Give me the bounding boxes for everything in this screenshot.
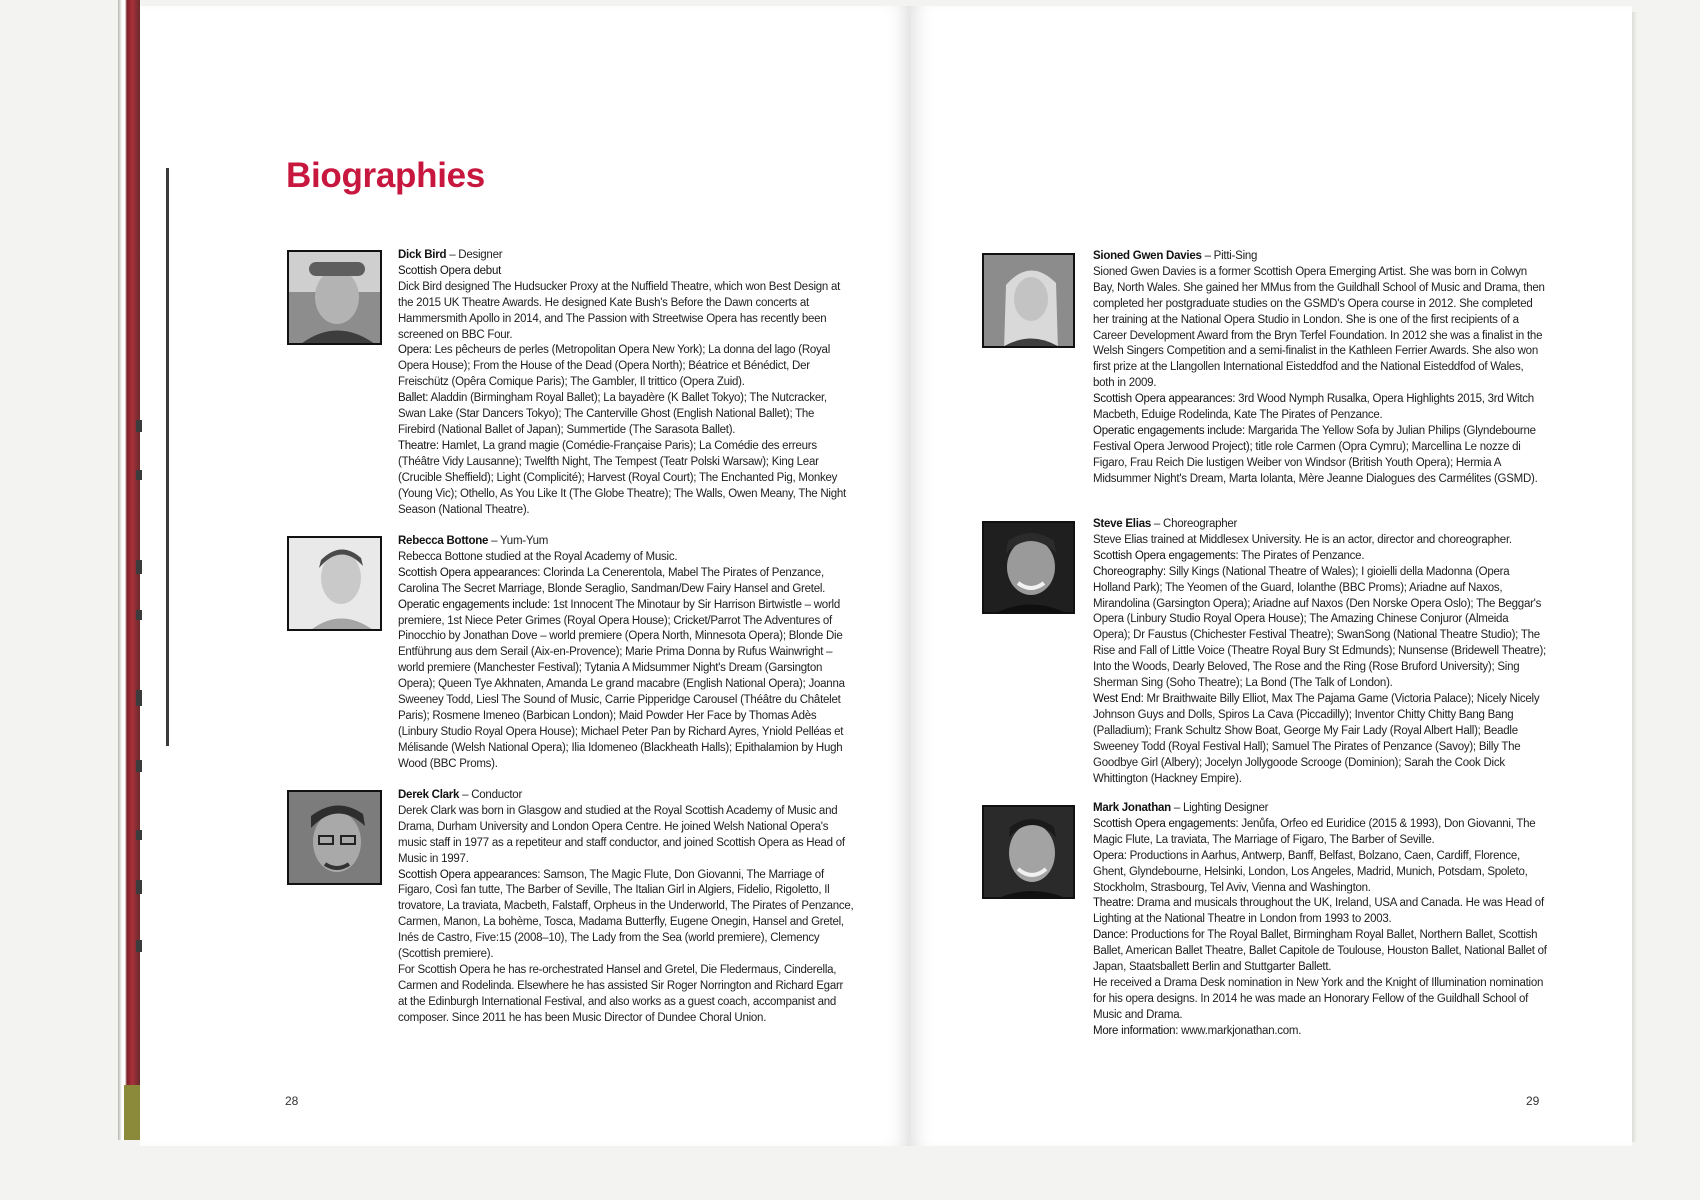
bio-dance-credits: Productions for The Royal Ballet, Birmingham Royal Ballet, Northern Ballet, Scottish Ballet, American Ballet Theatre, Ballet Capitole de Toulouse, Houston Ballet, National Ballet of Japan, Staatsballett Berlin and Stuttgarter Ballett. bbox=[1093, 929, 1547, 974]
bio-theatre-credits: Drama and musicals throughout the UK, Ireland, USA and Canada. He was Head of Lighting at the National Theatre in London from 1993 to 2003. bbox=[1093, 897, 1544, 926]
bio-summary: Sioned Gwen Davies is a former Scottish Opera Emerging Artist. She was born in Colwyn Bay, North Wales. She gained her MMus from the Guildhall School of Music and Drama, then completed her postgraduate studies on the GSMD's Opera course in 2012. She completed her training at the National Opera Studio in London. She is one of the first recipients of a Career Development Award from the Bryn Terfel Foundation. In 2012 she was a finalist in the Welsh Singers Competition and a semi-finalist in the Kathleen Ferrier Awards. She also won first prize at the Llangollen International Eisteddfod and the National Eisteddfod of Wales, both in 2009. bbox=[1093, 265, 1545, 390]
website-link[interactable]: www.markjonathan.com. bbox=[1178, 1024, 1302, 1037]
bio-summary: Rebecca Bottone studied at the Royal Academy of Music. bbox=[398, 550, 678, 563]
section-label-west-end: West End: bbox=[1093, 692, 1144, 705]
bio-name: Rebecca Bottone bbox=[398, 535, 489, 547]
bio-role: – Lighting Designer bbox=[1170, 802, 1269, 814]
portrait-steve-elias-image bbox=[984, 523, 1075, 614]
bio-scottish-opera-credits: Samson, The Magic Flute, Don Giovanni, The Marriage of Figaro, Così fan tutte, The Barber of Seville, The Italian Girl in Algiers, Fidelio, Rigoletto, Il trovatore, La traviata, Macbeth, Falstaff, Orpheus in the Underworld, The Pirates of Penzance, Carmen, Manon, La bohème, Tosca, Madama Butterfly, Eugene Onegin, Hansel and Gretel, Inés de Castro, Five:15 (2008–10), The Lady from the Sea (world premiere), Clemency (Scottish premiere). bbox=[398, 868, 854, 961]
bio-additional-notes: For Scottish Opera he has re-orchestrated Hansel and Gretel, Die Fledermaus, Cinderella, Carmen and Rodelinda. Elsewhere he has assisted Sir Roger Norrington and Richard Egarr at the Edinburgh International Festival, and also works as a guest coach, accompanist and composer. Since 2011 he has been Music Director of Dundee Choral Union. bbox=[398, 963, 844, 1024]
page-edge-ticks bbox=[136, 0, 142, 1140]
portrait-dick-bird-image bbox=[289, 252, 382, 345]
section-label-operatic-engagements: Operatic engagements include: bbox=[398, 598, 550, 611]
section-label-dance: Dance: bbox=[1093, 929, 1128, 942]
section-label-scottish-opera: Scottish Opera engagements: bbox=[1093, 817, 1239, 830]
section-label-scottish-opera: Scottish Opera appearances: bbox=[398, 868, 541, 881]
section-label-more-information: More information: bbox=[1093, 1024, 1179, 1037]
bio-ballet-credits: Aladdin (Birmingham Royal Ballet); La bayadère (K Ballet Tokyo); The Nutcracker, Swan Lake (Star Dancers Tokyo); The Canterville Ghost (English National Ballet); The Firebird (National Ballet of Japan); Summertide (The Sarasota Ballet). bbox=[398, 392, 827, 436]
section-label-ballet: Ballet: bbox=[398, 392, 429, 405]
section-label-theatre: Theatre: bbox=[398, 439, 439, 452]
portrait-rebecca-bottone-image bbox=[289, 538, 382, 631]
bio-summary: Steve Elias trained at Middlesex University. He is an actor, director and choreographer. bbox=[1093, 533, 1512, 546]
portrait-photo bbox=[982, 253, 1075, 348]
portrait-mark-jonathan-image bbox=[984, 807, 1075, 899]
page-number-left: 28 bbox=[285, 1094, 299, 1108]
bio-west-end-credits: Mr Braithwaite Billy Elliot, Max The Pajama Game (Victoria Palace); Nicely Nicely Johnson Guys and Dolls, Spiros La Cava (Piccadilly); Inventor Chitty Chitty Bang Bang (Palladium); Frank Schultz Show Boat, George My Fair Lady (Royal Albert Hall); Beadle Sweeney Todd (Royal Festival Hall); Samuel The Pirates of Penzance (Savoy); Billy The Goodbye Girl (Albery); Jocelyn Jollygoode Scrooge (Dominion); Sarah the Cook Dick Whittington (Hackney Empire). bbox=[1093, 692, 1540, 785]
bio-role: – Choreographer bbox=[1150, 518, 1238, 530]
bio-role: – Designer bbox=[446, 249, 503, 261]
bio-choreography-credits: Silly Kings (National Theatre of Wales); I gioielli della Madonna (Opera Holland Park); The Yeomen of the Guard, Iolanthe (BBC Proms); Ariadne auf Naxos, Mirandolina (Garsington Opera); Ariadne auf Naxos (Den Norske Opera Oslo); The Beggar's Opera (Linbury Studio Royal Opera House); The Amazing Chinese Conjuror (Almeida Opera); Dr Faustus (Chichester Festival Theatre); SwanSong (National Theatre Studio); The Rise and Fall of Little Voice (Theatre Royal Bury St Edmunds); Nunsense (Bridewell Theatre); Into the Woods, Dearly Beloved, The Rose and the Ring (Rose Bruford University); Sing Sherman Sing (Soho Theatre); La Bond (The Talk of London). bbox=[1093, 565, 1546, 690]
bio-role: – Conductor bbox=[459, 789, 523, 801]
section-label-operatic-engagements: Operatic engagements include: bbox=[1093, 424, 1245, 437]
bio-theatre-credits: Hamlet, La grand magie (Comédie-Française Paris); La Comédie des erreurs (Théâtre Vidy Lausanne); Twelfth Night, The Tempest (Teatr Polski Warsaw); King Lear (Crucible Sheffield); Light (Complicité); Harvest (Royal Court); The Enchanted Pig, Monkey (Young Vic); Othello, As You Like It (The Globe Theatre); The Walls, Owen Meany, The Night Season (National Theatre). bbox=[398, 439, 846, 516]
bio-scottish-opera-credits: Clorinda La Cenerentola, Mabel The Pirates of Penzance, Carolina The Secret Marriage, Blonde Seraglio, Sandman/Dew Fairy Hansel and Gretel. bbox=[398, 566, 826, 595]
bio-name: Derek Clark bbox=[398, 789, 460, 801]
bio-scottish-opera-credits: Jenůfa, Orfeo ed Euridice (2015 & 1993), Don Giovanni, The Magic Flute, La traviata, The Marriage of Figaro, The Barber of Seville. bbox=[1093, 817, 1536, 846]
section-label-scottish-opera: Scottish Opera engagements: bbox=[1093, 549, 1239, 562]
left-margin-rule bbox=[166, 168, 169, 746]
bio-name: Mark Jonathan bbox=[1093, 802, 1171, 814]
bio-name: Dick Bird bbox=[398, 249, 447, 261]
section-label-scottish-opera: Scottish Opera appearances: bbox=[398, 566, 541, 579]
section-label-scottish-opera: Scottish Opera appearances: bbox=[1093, 393, 1236, 406]
bio-name: Sioned Gwen Davies bbox=[1093, 250, 1202, 262]
bio-opera-credits: Productions in Aarhus, Antwerp, Banff, Belfast, Bolzano, Caen, Cardiff, Florence, Ghent, Glyndebourne, Helsinki, London, Los Angeles, Madrid, Munich, Potsdam, Spoleto, Stockholm, Strasbourg, Tel Aviv, Vienna and Washington. bbox=[1093, 849, 1528, 894]
bio-debut-note: Scottish Opera debut bbox=[398, 264, 502, 277]
portrait-photo bbox=[287, 536, 382, 631]
bio-additional-notes: He received a Drama Desk nomination in New York and the Knight of Illumination nomination for his opera designs. In 2014 he was made an Honorary Fellow of the Guildhall School of Music and Drama. bbox=[1093, 976, 1544, 1021]
bio-operatic-credits: Margarida The Yellow Sofa by Julian Philips (Glyndebourne Festival Opera Jerwood Project); title role Carmen (Opra Cymru); Marcellina Le nozze di Figaro, Frau Reich Die lustigen Weiber von Windsor (British Youth Opera); Hermia A Midsummer Night's Dream, Marta Iolanta, Mère Jeanne Dialogues des Carmélites (GSMD). bbox=[1093, 424, 1538, 485]
right-page-edge bbox=[1632, 12, 1638, 1142]
bio-role: – Pitti-Sing bbox=[1201, 250, 1258, 262]
section-label-opera: Opera: bbox=[1093, 849, 1127, 862]
bio-name: Steve Elias bbox=[1093, 518, 1151, 530]
bio-opera-credits: Les pêcheurs de perles (Metropolitan Opera New York); La donna del lago (Royal Opera House); From the House of the Dead (Opera North); Béatrice et Bénédict, Der Freischütz (Opêra Comique Paris); The Gambler, Il trittico (Opera Zuid). bbox=[398, 344, 830, 389]
portrait-photo bbox=[287, 790, 382, 885]
bio-summary: Derek Clark was born in Glasgow and studied at the Royal Scottish Academy of Music and Drama, Durham University and London Opera Centre. He joined Welsh National Opera's music staff in 1977 as a repetiteur and staff conductor, and joined Scottish Opera as Head of Music in 1997. bbox=[398, 804, 845, 865]
bio-scottish-opera-credits: 3rd Wood Nymph Rusalka, Opera Highlights 2015, 3rd Witch Macbeth, Eduige Rodelinda, Kate The Pirates of Penzance. bbox=[1093, 393, 1534, 422]
page-number-right: 29 bbox=[1526, 1094, 1540, 1108]
portrait-sioned-gwen-davies-image bbox=[984, 255, 1075, 348]
section-label-opera: Opera: bbox=[398, 344, 432, 357]
bio-scottish-opera-credits: The Pirates of Penzance. bbox=[1238, 549, 1365, 562]
section-label-theatre: Theatre: bbox=[1093, 897, 1134, 910]
bio-summary: Dick Bird designed The Hudsucker Proxy at the Nuffield Theatre, which won Best Design at the 2015 UK Theatre Awards. He designed Kate Bush's Before the Dawn concerts at Hammersmith Apollo in 2014, and The Passion with Streetwise Opera has recently been screened on BBC Four. bbox=[398, 280, 841, 341]
section-label-choreography: Choreography: bbox=[1093, 565, 1166, 578]
portrait-derek-clark-image bbox=[289, 792, 382, 885]
portrait-photo bbox=[287, 250, 382, 345]
bio-operatic-credits: 1st Innocent The Minotaur by Sir Harrison Birtwistle – world premiere, 1st Niece Peter Grimes (Royal Opera House); Cricket/Parrot The Adventures of Pinocchio by Jonathan Dove – world premiere (Opera North, Minnesota Opera); Blonde Die Entführung aus dem Serail (Aix-en-Provence); Marie Prima Donna by Rufus Wainwright – world premiere (Manchester Festival); Tytania A Midsummer Night's Dream (Garsington Opera); Queen Tye Akhnaten, Amanda Le grand macabre (English National Opera); Joanna Sweeney Todd, Liesl The Sound of Music, Carrie Pipperidge Carousel (Théâtre du Châtelet Paris); Rosmene Imeneo (Barbican London); Maid Powder Her Face by Thomas Adès (Linbury Studio Royal Opera House); Michael Peter Pan by Richard Ayres, Yniold Pelléas et Mélisande (Welsh National Opera); Ilia Idomeneo (Blackheath Halls); Epithalamion by Hugh Wood (BBC Proms). bbox=[398, 598, 845, 770]
page-title: Biographies bbox=[286, 156, 485, 195]
bio-role: – Yum-Yum bbox=[488, 535, 549, 547]
portrait-photo bbox=[982, 521, 1075, 614]
portrait-photo bbox=[982, 805, 1075, 899]
